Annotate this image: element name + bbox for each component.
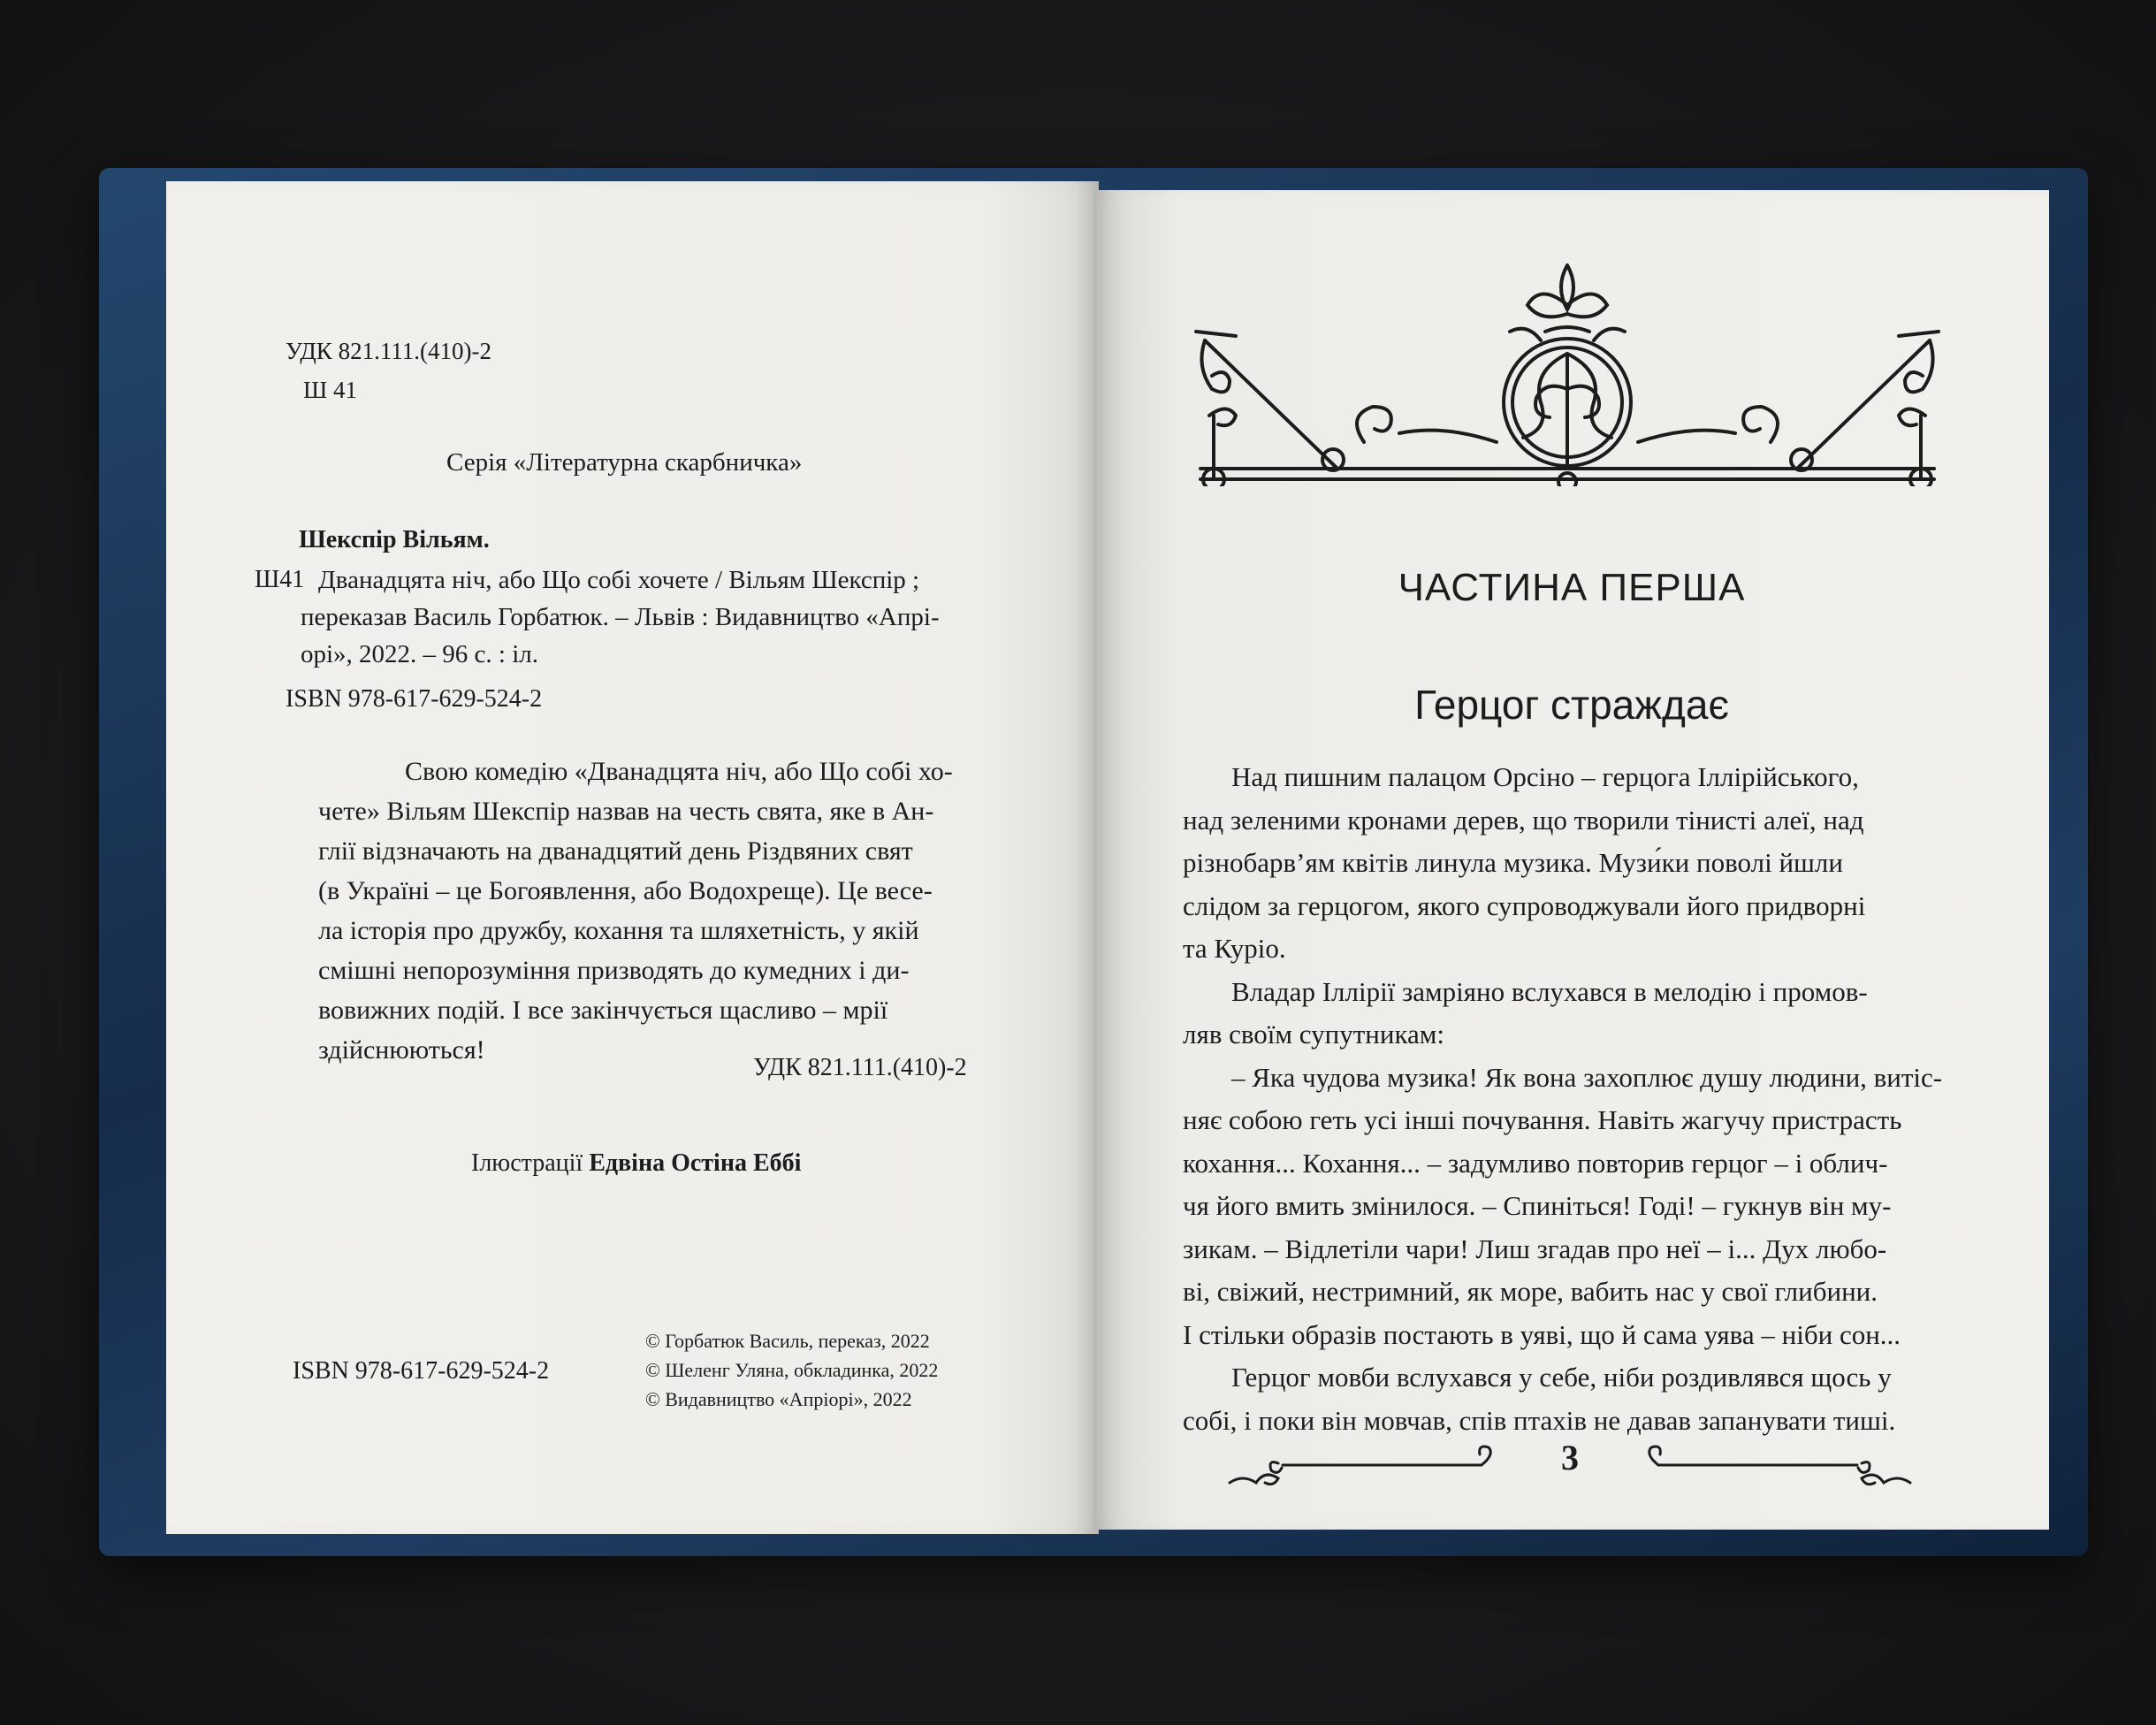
annotation-line: глії відзначають на дванадцятий день Різдвяних свят <box>318 836 913 866</box>
annotation-line: (в Україні – це Богоявлення, або Водохреще). Це весе- <box>318 876 933 905</box>
annotation-line: ла історія про дружбу, кохання та шляхетність, у якій <box>318 916 919 945</box>
classification-code: Ш41 <box>255 566 305 593</box>
body-line: – Яка чудова музика! Як вона захоплює душу людини, витіс- <box>1231 1061 1943 1093</box>
copyright-line: © Горбатюк Василь, переказ, 2022 <box>645 1330 930 1352</box>
body-line: слідом за герцогом, якого супроводжували його придворні <box>1183 889 1866 921</box>
body-line: та Куріо. <box>1183 933 1286 964</box>
body-line: няє собою геть усі інші почування. Навіть жагучу пристрасть <box>1183 1104 1902 1135</box>
annotation <box>318 752 990 1070</box>
illustrations-label: Ілюстрації <box>471 1149 590 1177</box>
series-title: Серія «Літературна скарбничка» <box>446 448 803 477</box>
body-line: чя його вмить змінилося. – Спиніться! Годі! – гукнув він му- <box>1183 1190 1892 1221</box>
annotation-line: чете» Вільям Шекспір назвав на честь свята, яке в Ан- <box>318 797 934 826</box>
part-title: ЧАСТИНА ПЕРША <box>1398 566 1746 609</box>
copyright-line: © Шеленг Уляна, обкладинка, 2022 <box>645 1359 939 1381</box>
illustrator-name: Едвіна Остіна Еббі <box>589 1149 802 1177</box>
annotation-line: Свою комедію «Дванадцята ніч, або Що собі хо- <box>405 757 953 786</box>
isbn: ISBN 978-617-629-524-2 <box>286 685 543 713</box>
body-line: кохання... Кохання... – задумливо повторив герцог – і облич- <box>1183 1147 1888 1179</box>
body-line: зикам. – Відлетіли чари! Лиш згадав про неї – і... Дух любо- <box>1183 1233 1887 1264</box>
copyright-block <box>645 1326 938 1414</box>
chapter-title: Герцог страждає <box>1414 682 1729 728</box>
chapter-body <box>1183 756 1943 1442</box>
body-line: Над пишним палацом Орсіно – герцога Іллірійського, <box>1231 761 1859 792</box>
body-line: різнобарв’ям квітів линула музика. Музи́ки поволі йшли <box>1183 847 1843 878</box>
body-line: ві, свіжий, нестримний, як море, вабить нас у свої глибини. <box>1183 1276 1878 1307</box>
right-page <box>1094 190 2049 1530</box>
annotation-line: смішні непорозуміння призводять до кумедних і ди- <box>318 956 910 985</box>
author-heading: Шекспір Вільям. <box>299 526 490 553</box>
body-line: собі, і поки він мовчав, спів птахів не давав запанувати тиші. <box>1183 1404 1896 1436</box>
bib-line: переказав Василь Горбатюк. – Львів : Видавництво «Апрі- <box>301 603 940 631</box>
body-line: Владар Іллірії замріяно вслухався в мелодію і промов- <box>1231 975 1868 1007</box>
page-number: 3 <box>1561 1438 1579 1477</box>
bib-line: орі», 2022. – 96 с. : іл. <box>301 640 539 668</box>
udk-code-bottom: УДК 821.111.(410)-2 <box>753 1054 967 1081</box>
body-line: І стільки образів постають в уяві, що й сама уява – ніби сон... <box>1183 1318 1901 1350</box>
copyright-line: © Видавництво «Апріорі», 2022 <box>645 1388 912 1410</box>
udk-header <box>286 332 491 409</box>
illustrations-credit <box>471 1149 801 1178</box>
body-line: ляв своїм супутникам: <box>1183 1019 1445 1050</box>
wrought-iron-ornament-icon <box>1187 256 1947 486</box>
annotation-line: вовижних подій. І все закінчується щасливо – мрії <box>318 996 888 1025</box>
udk-code: УДК 821.111.(410)-2 <box>286 338 492 364</box>
annotation-line: здійснюються! <box>318 1035 485 1065</box>
bib-line: Дванадцята ніч, або Що собі хочете / Вільям Шекспір ; <box>318 566 920 594</box>
author-mark: Ш 41 <box>303 377 357 403</box>
folio <box>1216 1428 1924 1499</box>
body-line: Герцог мовби вслухався у себе, ніби роздивлявся щось у <box>1231 1362 1892 1393</box>
isbn-bottom: ISBN 978-617-629-524-2 <box>293 1357 550 1385</box>
bibliographic-description <box>301 561 940 673</box>
left-page <box>166 181 1099 1534</box>
body-line: над зеленими кронами дерев, що творили тінисті алеї, над <box>1183 804 1864 836</box>
